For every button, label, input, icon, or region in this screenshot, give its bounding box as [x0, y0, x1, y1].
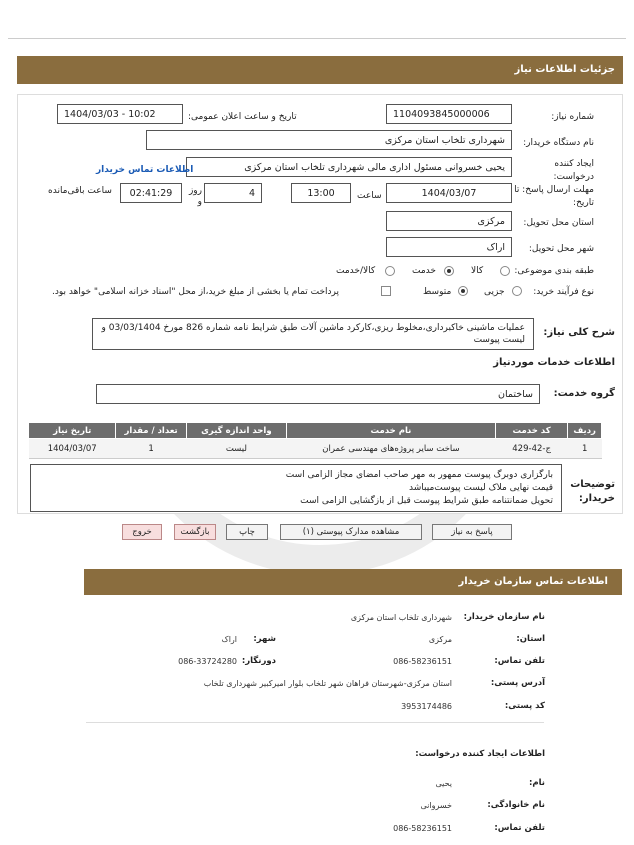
cell-qty: 1 — [116, 439, 186, 459]
contact-city-label: شهر: — [253, 634, 276, 644]
contact-postal-value: 3953174486 — [401, 702, 452, 711]
category-both-label: کالا/خدمت — [336, 266, 376, 276]
contact-section-title: اطلاعات تماس سازمان خریدار — [84, 569, 622, 595]
services-title: اطلاعات خدمات موردنیاز — [493, 357, 615, 368]
creator-section-title: اطلاعات ایجاد کننده درخواست: — [415, 749, 545, 759]
table-header-row — [29, 423, 602, 439]
announce-field: 1404/03/03 - 10:02 — [57, 104, 183, 124]
days-field: 4 — [204, 183, 262, 203]
col-header-date: تاریخ نیاز — [29, 423, 116, 439]
cell-date: 1404/03/07 — [29, 439, 116, 459]
cell-code: ج-42-429 — [495, 439, 567, 459]
process-medium-label: متوسط — [423, 287, 452, 297]
remaining-label: ساعت باقی‌مانده — [48, 186, 112, 196]
notes-line: قیمت نهایی ملاک لیست پیوست‌میباشد — [409, 483, 553, 493]
need-number-label: شماره نیاز: — [551, 112, 594, 122]
process-radio-minor[interactable] — [512, 286, 522, 299]
contact-fax-value: 086-33724280 — [178, 657, 237, 666]
treasury-checkbox[interactable] — [381, 286, 391, 299]
notes-line: بارگزاری دوبرگ پیوست ممهور به مهر صاحب امضای مجاز الزامی است — [285, 470, 553, 480]
contact-phone-label: تلفن تماس: — [494, 656, 545, 666]
buyer-org-label: نام دستگاه خریدار: — [523, 138, 594, 148]
group-label: گروه خدمت: — [553, 388, 615, 399]
group-field: ساختمان — [96, 384, 540, 404]
buyer-org-field: شهرداری تلخاب استان مرکزی — [146, 130, 512, 150]
contact-fax-label: دورنگار: — [241, 656, 276, 666]
process-label: نوع فرآیند خرید: — [533, 287, 594, 297]
cell-row-number: 1 — [568, 439, 602, 459]
col-header-unit: واحد اندازه گیری — [186, 423, 286, 439]
notes-label: توضیحات خریدار: — [570, 479, 615, 504]
cell-name: ساخت سایر پروژه‌های مهندسی عمران — [286, 439, 495, 459]
time-label: ساعت — [357, 191, 382, 201]
cell-unit: لیست — [186, 439, 286, 459]
notes-line: تحویل ضمانتنامه طبق شرایط پیوست قبل از بازگشایی الزامی است — [300, 496, 553, 506]
services-table — [28, 422, 602, 459]
creator-name-value: یحیی — [435, 779, 452, 788]
contact-org-label: نام سازمان خریدار: — [463, 612, 545, 622]
creator-phone-value: 086-58236151 — [393, 824, 452, 833]
top-divider — [8, 38, 626, 39]
exit-button[interactable]: خروج — [122, 524, 162, 540]
category-radio-service[interactable] — [444, 266, 454, 279]
print-button[interactable]: چاپ — [226, 524, 268, 540]
remaining-time-field: 02:41:29 — [120, 183, 182, 203]
category-label: طبقه بندی موضوعی: — [514, 266, 594, 276]
contact-org-value: شهرداری تلخاب استان مرکزی — [350, 613, 452, 622]
creator-name-label: نام: — [528, 778, 545, 788]
process-radio-medium[interactable] — [458, 286, 468, 299]
announce-label: تاریخ و ساعت اعلان عمومی: — [188, 112, 297, 122]
contact-phone-value: 086-58236151 — [393, 657, 452, 666]
contact-province-value: مرکزی — [428, 635, 452, 644]
creator-family-value: خسروانی — [420, 801, 452, 810]
category-service-label: خدمت — [412, 266, 436, 276]
city-field: اراک — [386, 237, 512, 257]
notes-box — [30, 464, 562, 512]
contact-divider — [86, 722, 544, 723]
category-radio-goods[interactable] — [500, 266, 510, 279]
summary-field: عملیات ماشینی خاکبرداری،مخلوط ریزی،کارکرد ماشین آلات طبق شرایط نامه شماره 826 مورخ 03/03/1404 و لیست پیوست — [92, 318, 534, 350]
back-button[interactable]: بازگشت — [174, 524, 216, 540]
deadline-time-field: 13:00 — [291, 183, 351, 203]
creator-family-label: نام خانوادگی: — [487, 800, 545, 810]
contact-address-label: آدرس پستی: — [490, 678, 545, 688]
attachments-button[interactable]: مشاهده مدارک پیوستی (۱) — [280, 524, 422, 540]
category-radio-both[interactable] — [385, 266, 395, 279]
city-label: شهر محل تحویل: — [528, 244, 594, 254]
col-header-code: کد خدمت — [495, 423, 567, 439]
col-header-name: نام خدمت — [286, 423, 495, 439]
reply-button[interactable]: پاسخ به نیاز — [432, 524, 512, 540]
payment-note: پرداخت تمام یا بخشی از مبلغ خرید،از محل "اسناد خزانه اسلامی" خواهد بود. — [52, 287, 340, 297]
col-header-row: ردیف — [568, 423, 602, 439]
deadline-label: مهلت ارسال پاسخ: تا تاریخ: — [514, 185, 594, 208]
contact-province-label: استان: — [516, 634, 545, 644]
province-field: مرکزی — [386, 211, 512, 231]
days-label: روز و — [188, 186, 202, 207]
creator-field: یحیی خسروانی مسئول اداری مالی شهرداری تلخاب استان مرکزی — [186, 157, 512, 177]
deadline-date-field: 1404/03/07 — [386, 183, 512, 203]
province-label: استان محل تحویل: — [523, 218, 594, 228]
summary-label: شرح کلی نیاز: — [543, 327, 615, 338]
buyer-contact-link[interactable]: اطلاعات تماس خریدار — [96, 165, 194, 175]
contact-city-value: اراک — [221, 635, 237, 644]
page-title: جزئیات اطلاعات نیاز — [17, 56, 623, 84]
process-minor-label: جزیی — [484, 287, 505, 297]
creator-label: ایجاد کننده درخواست: — [553, 159, 594, 182]
need-number-field: 1104093845000006 — [386, 104, 512, 124]
creator-phone-label: تلفن تماس: — [494, 823, 545, 833]
table-row[interactable] — [29, 439, 602, 459]
col-header-qty: تعداد / مقدار — [116, 423, 186, 439]
contact-postal-label: کد پستی: — [504, 701, 545, 711]
contact-address-value: استان مرکزی-شهرستان فراهان شهر تلخاب بلوار امیرکبیر شهرداری تلخاب — [203, 679, 452, 688]
category-goods-label: کالا — [471, 266, 484, 276]
